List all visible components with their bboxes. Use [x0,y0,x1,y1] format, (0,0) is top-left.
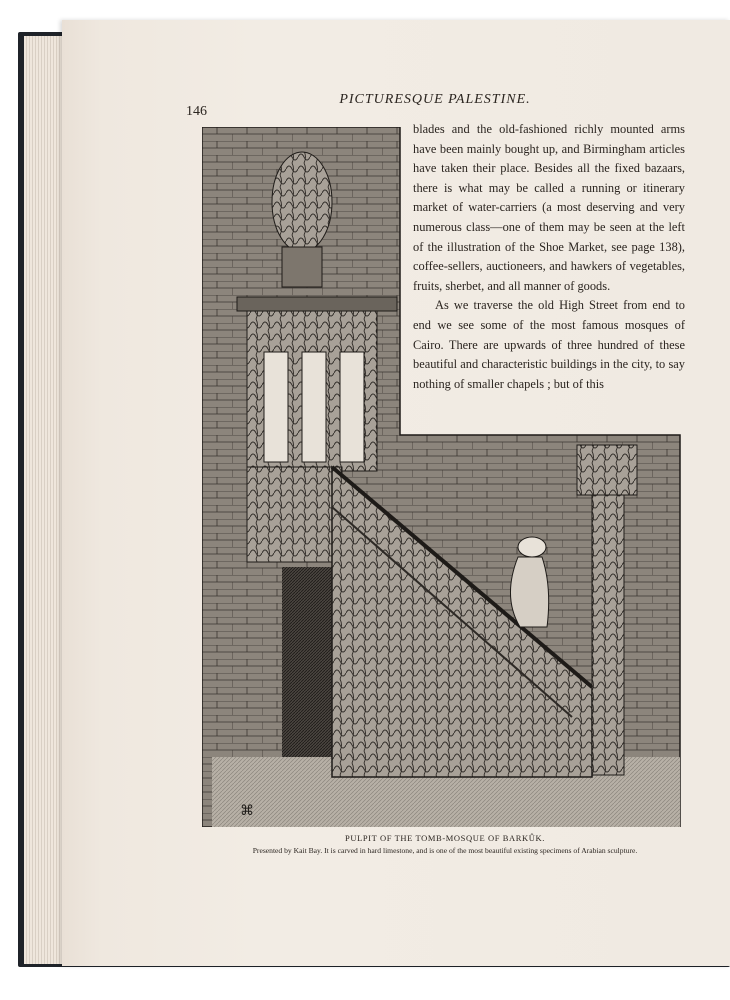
caption-text: Presented by Kait Bay. It is carved in hard limestone, and is one of the most beautiful existing specimens of Arabian sculpture. [252,846,638,855]
paragraph-2: As we traverse the old High Street from end to end we see some of the most famous mosques of Cairo. There are upwards of three hundred of these beautiful and characteristic buildings in the city, to say nothing of smaller chapels ; but of this [413,298,685,391]
running-head: PICTURESQUE PALESTINE. [339,92,531,107]
body-text [413,120,685,394]
paragraph-1: blades and the old-fashioned richly mounted arms have been mainly bought up, and Birmingham articles have taken their place. Besides all the fixed bazaars, there is what may be called a running or itinerary market of water-carriers (a most deserving and very numerous class—one of them may be seen at the left of the illustration of the Shoe Market, see page 138), coffee-sellers, auctioneers, and hawkers of vegetables, fruits, sherbet, and all manner of goods. [413,122,685,293]
caption-title: PULPIT OF THE TOMB-MOSQUE OF BARKÛK. [345,833,545,843]
page-number: 146 [186,104,207,119]
svg-text:⌘: ⌘ [240,804,254,819]
